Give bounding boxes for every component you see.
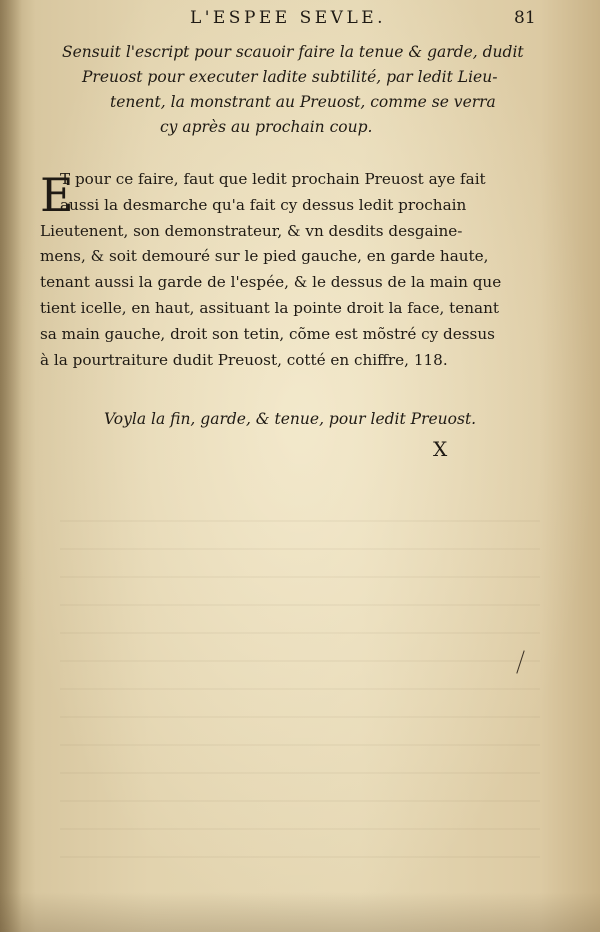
closing-line: Voyla la fin, garde, & tenue, pour ledit Preuost. [104, 410, 477, 428]
body-line: aussi la desmarche qu'a fait cy dessus ledit prochain [60, 195, 467, 214]
page-bottom-shadow [0, 892, 600, 932]
gutter-shadow [0, 0, 22, 932]
italic-heading [44, 40, 564, 140]
heading-line: tenent, la monstrant au Preuost, comme se verra [110, 93, 496, 111]
body-line: T pour ce faire, faut que ledit prochain Preuost aye fait [60, 170, 486, 188]
body-line: à la pourtraiture dudit Preuost, cotté en chiffre, 118. [40, 350, 448, 369]
body-line: sa main gauche, droit son tetin, cõme est mõstré cy dessus [40, 324, 495, 343]
section-mark: X [433, 437, 448, 461]
page-number: 81 [514, 8, 536, 28]
body-line: mens, & soit demouré sur le pied gauche, en garde haute, [40, 247, 489, 266]
drop-cap: E [40, 168, 74, 222]
body-line: tenant aussi la garde de l'espée, & le dessus de la main que [40, 273, 502, 292]
ink-mark [516, 650, 524, 673]
heading-line: Preuost pour executer ladite subtilité, par ledit Lieu- [82, 68, 498, 86]
running-head: L'ESPEE SEVLE. [189, 8, 387, 28]
heading-line: cy après au prochain coup. [160, 118, 373, 136]
body-line: Lieutenent, son demonstrateur, & vn desdits desgaine- [40, 221, 463, 240]
heading-line: Sensuit l'escript pour scauoir faire la tenue & garde, dudit [62, 43, 524, 61]
body-line: tient icelle, en haut, assituant la pointe droit la face, tenant [40, 298, 499, 317]
body-paragraph [40, 167, 560, 373]
